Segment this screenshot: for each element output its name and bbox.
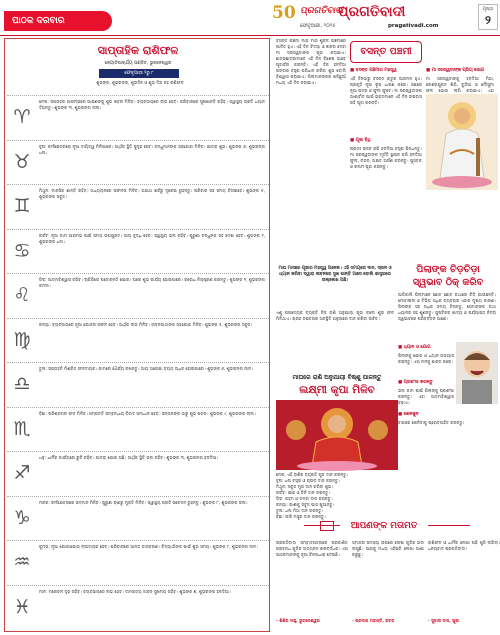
horoscope-sign-row: [7, 451, 269, 496]
zodiac-sign-icon: ♓: [13, 595, 31, 618]
child-subhead-2: ■ ପ୍ରଶଂସା କରନ୍ତୁ: [398, 380, 433, 385]
basant-text-1: ଏହି ଦିନଠାରୁ ବସନ୍ତ ଋତୁର ଆଗମନ ହୁଏ। ପ୍ରକୃତି ନୂଆ ରୂପ ଧାରଣ କରେ। ଗଛରେ ନୂଆ ପତ୍ର ଓ ଫୁଲ ଫୁଟେ। ମା ସରସ୍ୱତୀଙ୍କ ଆଶୀର୍ବାଦ ପାଇଁ ଭକ୍ତମାନେ ଏହି ଦିନ ଉପବାସ ରହି ପୂଜା କରନ୍ତି।: [350, 76, 423, 105]
opinion-letter-2: ସମାଜର ସମସ୍ୟା ଉପରେ ଲେଖା ଗୁଡିକ ଭଲ ଲାଗୁଛି। ଆଗକୁ ମଧ୍ୟ ଏହିପରି ଲେଖା ଆଶା କରୁଛୁ।: [352, 540, 424, 557]
zodiac-sign-icon: ♌: [13, 284, 31, 306]
zodiac-sign-icon: ♈: [13, 106, 31, 128]
child-title-line1: ପିଲାଙ୍କ ଚିଡ଼ଚିଡ଼ା: [416, 264, 480, 275]
lakshmi-list-item: ମେଷ: ଏହି ରାଶିର ବ୍ୟକ୍ତି ଗୁଡ ଦାନ କରନ୍ତୁ।: [276, 472, 349, 477]
horoscope-intro: ଶୁଭଙ୍କ, ଶୁଭରଙ୍ଗ, ଶୁଭଦିନ ଓ ଶୁଭ ଦିଗ ସହ ରାଶିଫଳ: [96, 80, 184, 85]
zodiac-sign-icon: ♍: [13, 328, 31, 351]
lakshmi-list-item: ବୃଷ: ଧଳା ବସ୍ତ୍ର ଓ ଚାଉଳ ଦାନ କରନ୍ତୁ।: [276, 478, 340, 483]
brand-script: ପ୍ରଗତିବାଦୀ: [300, 6, 344, 16]
horoscope-author: ଜ୍ୟୋତିଷାଚାର୍ଯ୍ୟ ପଣ୍ଡିତ, ଭୁବନେଶ୍ୱର: [104, 61, 172, 66]
website-link[interactable]: pragativadi.com: [388, 23, 439, 29]
horoscope-sign-text: ବିଛା: ପରିଶ୍ରମର ଫଳ ମିଳିବ। ସମ୍ପତ୍ତି ସମ୍ବନ୍ଧୀୟ ବିବାଦ ସମାଧାନ ହେବ। ସନ୍ତାନଙ୍କ ଠାରୁ ଶୁଭ ଖବର। ଶୁଭଙ୍କ ୯, ଶୁଭରଙ୍ଗ ଲାଲ।: [39, 410, 256, 416]
zodiac-sign-icon: ♒: [13, 551, 31, 573]
page-number-box: [478, 4, 498, 30]
horoscope-sign-row: [7, 362, 269, 407]
pull-quote: ମାଘ ମାସରେ ପୂଜାର ମହତ୍ତ୍ୱ ଅନେକ। ଏହି ସମୟରେ ଦାନ, ସ୍ନାନ ଓ ଧ୍ୟାନ କରିବା ଦ୍ୱାରା ଜୀବନରେ ସୁଖ ଶାନ୍ତି ଆସେ ବୋଲି ଶାସ୍ତ୍ରରେ ଉଲ୍ଲେଖ ଅଛି।: [278, 266, 392, 283]
horoscope-section: [4, 38, 270, 632]
horoscope-date-strip: ଫେବୃଆରୀ ୨ରୁ ୮: [99, 69, 179, 78]
zodiac-sign-icon: ♏: [13, 417, 31, 440]
child-subhead-1: ■ ଧ୍ୟାନ ଓ ଯୋଗ: [398, 345, 431, 350]
lakshmi-headline-main: ଲକ୍ଷ୍ମୀ କୃପା ମିଳିବ: [299, 384, 375, 396]
horoscope-sign-row: [7, 184, 269, 229]
lakshmi-list-item: ବିଛା: ନାଲି ମସୁର ଦାନ କରନ୍ତୁ।: [276, 514, 326, 519]
zodiac-sign-icon: ♊: [13, 195, 31, 217]
horoscope-sign-text: ସିଂହ: ଆତ୍ମବିଶ୍ୱାସ ବଢିବ। ଚାକିରିରେ ପଦୋନ୍ନତି ଯୋଗ। ଘରେ ଶୁଭ କାର୍ଯ୍ୟ ହୋଇପାରେ। କ୍ରୋଧ ନିୟନ୍ତ୍ରଣ କରନ୍ତୁ। ଶୁଭଙ୍କ ୧, ଶୁଭରଙ୍ଗ କମଳା।: [39, 277, 265, 288]
issue-date: ଫେବୃଆରୀ, ୨୦୨୫: [300, 23, 336, 29]
opinion-title: ଆପଣଙ୍କ ମତାମତ: [340, 519, 428, 533]
page-header: [0, 0, 500, 36]
basant-subhead-1: ■ ବସନ୍ତ ପଞ୍ଚମୀର ମହତ୍ତ୍ୱ: [350, 68, 397, 73]
horoscope-sign-row: [7, 273, 269, 318]
brand-name: ପ୍ରଗତିବାଦୀ: [338, 4, 406, 20]
page-number: ୨: [485, 12, 491, 27]
horoscope-sign-text: ମେଷ: ସପ୍ତାହର ଆରମ୍ଭରେ ଆପଣଙ୍କୁ ଶୁଭ ଖବର ମିଳିବ। ବ୍ୟବସାୟରେ ଲାଭ ହେବ। ପରିବାରରେ ସୁଖଶାନ୍ତି ରହିବ। ସ୍ୱାସ୍ଥ୍ୟ ପ୍ରତି ଧ୍ୟାନ ଦିଅନ୍ତୁ। ଶୁଭଙ୍କ ୩, ଶୁଭରଙ୍ଗ ଲାଲ।: [39, 99, 265, 110]
lakshmi-list-item: ମିଥୁନ: ସବୁଜ ମୁଗ ଦାନ କରିବା ଶୁଭ।: [276, 484, 334, 489]
basant-panchami-article: [276, 38, 496, 266]
child-subtext-2: ଭଲ କାମ ପାଇଁ ପିଲାଙ୍କୁ ପ୍ରଶଂସା କରନ୍ତୁ। ଏହା ଆତ୍ମବିଶ୍ୱାସ ବଢାଏ।: [398, 388, 454, 405]
horoscope-sign-row: [7, 229, 269, 274]
opinion-signature-3: - ସୁଜାତା ଦାସ, ପୁରୀ: [428, 618, 460, 623]
horoscope-sign-row: [7, 140, 269, 185]
anniversary-logo: [272, 3, 298, 29]
masthead: [300, 4, 480, 34]
child-article-text: ଆଜିକାଲି ପିଲାମାନେ ଛୋଟ ଛୋଟ କଥାରେ ଚିଡ଼ି ଯାଉଛନ୍ତି। ମୋବାଇଲ ଓ ଟିଭିର ଅଧିକ ବ୍ୟବହାର ଏହାର ମୁଖ୍ୟ କାରଣ। ପିଲାଙ୍କ ସହ ଅଧିକ ସମୟ ବିତାନ୍ତୁ, ସେମାନଙ୍କ କଥା ଧ୍ୟାନର ସହ ଶୁଣନ୍ତୁ। ପୁଷ୍ଟିକର ଖାଦ୍ୟ ଓ ପର୍ଯ୍ୟାପ୍ତ ନିଦ୍ରା ସ୍ୱଭାବରେ ପରିବର୍ତ୍ତନ ଆଣେ।: [398, 292, 496, 321]
lakshmi-list-item: କନ୍ୟା: ଗାଈକୁ ସବୁଜ ଘାସ ଖୁଆନ୍ତୁ।: [276, 502, 335, 507]
child-subtext-3: ବାହାରେ ଖେଳିବାକୁ ପ୍ରୋତ୍ସାହିତ କରନ୍ତୁ।: [398, 420, 465, 425]
horoscope-sign-text: ମୀନ: ମନୋବଳ ଦୃଢ ରହିବ। ବ୍ୟବସାୟରେ ଲାଭ ହେବ। ଦାମ୍ପତ୍ୟ ଜୀବନ ସୁଖମୟ ରହିବ। ଶୁଭଙ୍କ ୭, ଶୁଭରଙ୍ଗ ହଳଦିଆ।: [39, 588, 231, 594]
lakshmi-list-item: ତୁଳା: ଧଳା ମିଠା ଦାନ କରନ୍ତୁ।: [276, 508, 324, 513]
horoscope-sign-row: [7, 540, 269, 585]
horoscope-sign-text: ମକର: କର୍ମକ୍ଷେତ୍ରରେ ସମ୍ମାନ ମିଳିବ। ପୁରୁଣା ଋଣରୁ ମୁକ୍ତି ମିଳିବ। ସ୍ୱାସ୍ଥ୍ୟ ପ୍ରତି ସଚେତନ ରୁହନ୍ତୁ। ଶୁଭଙ୍କ ୮, ଶୁଭରଙ୍ଗ କଳା।: [39, 499, 248, 505]
angry-child-photo: [456, 342, 498, 404]
zodiac-sign-icon: ♐: [13, 462, 31, 484]
lakshmi-remedy-list: [276, 472, 454, 520]
page-label: ପୃଷ୍ଠା: [482, 7, 494, 12]
horoscope-sign-row: [7, 496, 269, 541]
basant-subhead-3: ■ ମା ସରସ୍ୱତୀଙ୍କ ପ୍ରିୟ ଭୋଗ: [426, 68, 485, 73]
horoscope-sign-row: [7, 318, 269, 363]
horoscope-sign-row: [7, 407, 269, 452]
child-subhead-3: ■ ଖେଳକୁଦ: [398, 412, 419, 417]
horoscope-sign-text: ମିଥୁନ: ମାନସିକ ଶାନ୍ତି ରହିବ। ଅଧ୍ୟୟନରେ ସଫଳତା ମିଳିବ। ଅଯଥା ଖର୍ଚ୍ଚରୁ ଦୂରେଇ ରୁହନ୍ତୁ। ପରିବାର ସହ ସମୟ ବିତାଇବେ। ଶୁଭଙ୍କ ୫, ଶୁଭରଙ୍ଗ ସବୁଜ।: [39, 188, 265, 199]
anniversary-number: 50: [272, 3, 296, 23]
child-subtext-1: ପିଲାଙ୍କୁ ଯୋଗ ଓ ଧ୍ୟାନ ଅଭ୍ୟାସ କରାନ୍ତୁ। ଏହା ମନକୁ ଶାନ୍ତ କରେ।: [398, 353, 454, 364]
horoscope-sign-text: କର୍କଟ: ନୂଆ କାମ ଆରମ୍ଭ ପାଇଁ ସମୟ ଉପଯୁକ୍ତ। ଆୟ ବୃଦ୍ଧି ହେବ। ସ୍ୱାସ୍ଥ୍ୟ ଭଲ ରହିବ। ପୁରୁଣା ବନ୍ଧୁଙ୍କ ସହ ଦେଖା ହେବ। ଶୁଭଙ୍କ ୨, ଶୁଭରଙ୍ଗ ଧଳା।: [39, 232, 265, 244]
lakshmi-headline-top: ମାଘରେ ରାଶି ଅନୁଯାୟୀ ବିଷ୍ଣୁ ପାଳନ୍ତୁ: [292, 374, 382, 381]
opinion-letter-1: ପ୍ରଗତିବାଦୀ ସମ୍ବାଦପତ୍ରରେ ପ୍ରକାଶିତ ପ୍ରବନ୍ଧ ଗୁଡିକ ଅତ୍ୟନ୍ତ ଜ୍ଞାନବର୍ଦ୍ଧକ। ଏହା ପାଠକମାନଙ୍କୁ ନୂଆ ଚିନ୍ତାଧାରା ଦେଉଛି।: [276, 540, 348, 557]
basant-subhead-2: ■ ପୂଜା ବିଧି: [350, 138, 371, 143]
opinion-letter-3: ରାଶିଫଳ ଓ ଧାର୍ମିକ ଲେଖା ପଢି ଖୁସି ଲାଗିଲା। ଧନ୍ୟବାଦ ପ୍ରଗତିବାଦୀ।: [428, 540, 500, 551]
horoscope-title: ସାପ୍ତାହିକ ରାଶିଫଳ: [97, 44, 179, 57]
mail-icon: [320, 521, 334, 531]
zodiac-sign-icon: ♑: [13, 506, 31, 529]
lakshmi-list-item: କର୍କଟ: କ୍ଷୀର ଓ ଚିନି ଦାନ କରନ୍ତୁ।: [276, 490, 331, 495]
horoscope-sign-text: କନ୍ୟା: ବ୍ୟବସାୟରେ ନୂଆ ଯୋଜନା ସଫଳ ହେବ। ଆର୍ଥିକ ଲାଭ ମିଳିବ। ଜୀବନସାଥୀଙ୍କ ସହଯୋଗ ମିଳିବ। ଶୁଭଙ୍କ ୫, ଶୁଭରଙ୍ଗ ସବୁଜ।: [39, 321, 253, 327]
lakshmi-illustration: [276, 400, 398, 470]
horoscope-sign-text: କୁମ୍ଭ: ନୂଆ ଯୋଗାଯୋଗ ଲାଭଦାୟକ ହେବ। ପରିବାରରେ ଆନନ୍ଦ ବାତାବରଣ। ବିଦ୍ୟାର୍ଥୀଙ୍କ ପାଇଁ ଶୁଭ ସମୟ। ଶୁଭଙ୍କ ୮, ଶୁଭରଙ୍ଗ ନୀଳ।: [39, 544, 259, 549]
zodiac-sign-icon: ♉: [13, 150, 31, 173]
horoscope-sign-text: ଧନୁ: ଧାର୍ମିକ କାର୍ଯ୍ୟରେ ରୁଚି ବଢିବ। ଯାତ୍ରା ଯୋଗ ଅଛି। ଆର୍ଥିକ ସ୍ଥିତି ଭଲ ରହିବ। ଶୁଭଙ୍କ ୩, ଶୁଭରଙ୍ଗ ହଳଦିଆ।: [39, 455, 219, 460]
horoscope-sign-text: ତୁଳା: ସପ୍ତାହଟି ମିଶ୍ରିତ ଫଳଦାୟକ। କାମରେ ଧୈର୍ଯ୍ୟ ରଖନ୍ତୁ। ଆୟ ଅପେକ୍ଷା ବ୍ୟୟ ଅଧିକ ହୋଇପାରେ। ଶୁଭଙ୍କ ୬, ଶୁଭରଙ୍ଗ ନୀଳ।: [39, 366, 253, 371]
zodiac-sign-icon: ♋: [13, 239, 31, 262]
basant-left-text: ବସନ୍ତ ପଞ୍ଚମୀ ମାଘ ମାସ ଶୁକ୍ଳ ପଞ୍ଚମୀରେ ପାଳିତ ହୁଏ। ଏହି ଦିନ ବିଦ୍ୟା ଓ ଜ୍ଞାନର ଦେବୀ ମା ସରସ୍ୱତୀଙ୍କ ପୂଜା କରାଯାଏ। ଛାତ୍ରଛାତ୍ରୀମାନେ ଏହି ଦିନ ବିଶେଷ ଭାବେ ପୂଜାର୍ଚ୍ଚନା କରନ୍ତି। ଏହି ଦିନ ହଳଦିଆ ରଙ୍ଗର ବସ୍ତ୍ର ପରିଧାନ କରିବା ଶୁଭ ବୋଲି ବିଶ୍ୱାସ କରାଯାଏ। ପିଲାମାନଙ୍କର ଖଡିଛୁଆଁ ମଧ୍ୟ ଏହି ଦିନ କରାଯାଏ।: [276, 38, 346, 85]
mid-article-text: ଏଣୁ ପ୍ରତ୍ୟେକ ବ୍ୟକ୍ତି ନିଜ ରାଶି ଅନୁଯାୟୀ ପୂଜା କଲେ ଶୁଭ ଫଳ ମିଳିଥାଏ। ଗ୍ରହ ନକ୍ଷତ୍ରର ଅବସ୍ଥିତି ଅନୁସାରେ ଦାନ କରିବା ଉଚିତ।: [276, 310, 394, 321]
horoscope-sign-row: [7, 585, 269, 630]
opinion-signature-1: - ଶିଶିର ସାହୁ, ଭୁବନେଶ୍ୱର: [276, 618, 320, 623]
lakshmi-list-item: ସିଂହ: ଗହମ ଓ ତମ୍ବା ଦାନ କରନ୍ତୁ।: [276, 496, 333, 501]
saraswati-illustration: [426, 94, 498, 190]
basant-text-3: ମା ସରସ୍ୱତୀଙ୍କୁ ହଳଦିଆ ମିଠା, କେଶରଯୁକ୍ତ ଖିରି, ବୁନ୍ଦିଆ ଓ ମୌସୁମୀ ଫଳ ଭୋଗ ଲାଗି କରାଯାଏ। ଏହା: [426, 76, 494, 93]
basant-title: ବସନ୍ତ ପଞ୍ଚମୀ: [350, 41, 422, 63]
horoscope-sign-row: [7, 95, 269, 140]
zodiac-sign-icon: ♎: [13, 373, 31, 395]
horoscope-sign-text: ବୃଷ: କର୍ମକ୍ଷେତ୍ରରେ ନୂଆ ଦାୟିତ୍ୱ ମିଳିପାରେ। ଆର୍ଥିକ ସ୍ଥିତି ସୁଦୃଢ ହେବ। ବନ୍ଧୁମାନଙ୍କ ସହଯୋଗ ମିଳିବ। ଯାତ୍ରା ଶୁଭ। ଶୁଭଙ୍କ ୬, ଶୁଭରଙ୍ଗ ଧଳା।: [39, 143, 265, 155]
opinion-signature-2: - ପ୍ରଦୀପ ମହାନ୍ତି, କଟକ: [352, 618, 395, 623]
section-title: ପାଠକ ଦରବାର: [4, 11, 112, 31]
basant-text-2: ପ୍ରାତଃ ସ୍ନାନ କରି ହଳଦିଆ ବସ୍ତ୍ର ପିନ୍ଧନ୍ତୁ। ମା ସରସ୍ୱତୀଙ୍କ ମୂର୍ତ୍ତି ସ୍ଥାପନ କରି ହଳଦିଆ ଫୁଲ, ଚନ୍ଦନ, ଅକ୍ଷତ ଅର୍ପଣ କରନ୍ତୁ। ପୁସ୍ତକ ଓ କଲମ ପୂଜା କରନ୍ତୁ।: [350, 146, 422, 169]
child-title-line2: ସ୍ୱଭାବ ଠିକ୍ କରିବ: [412, 277, 484, 288]
